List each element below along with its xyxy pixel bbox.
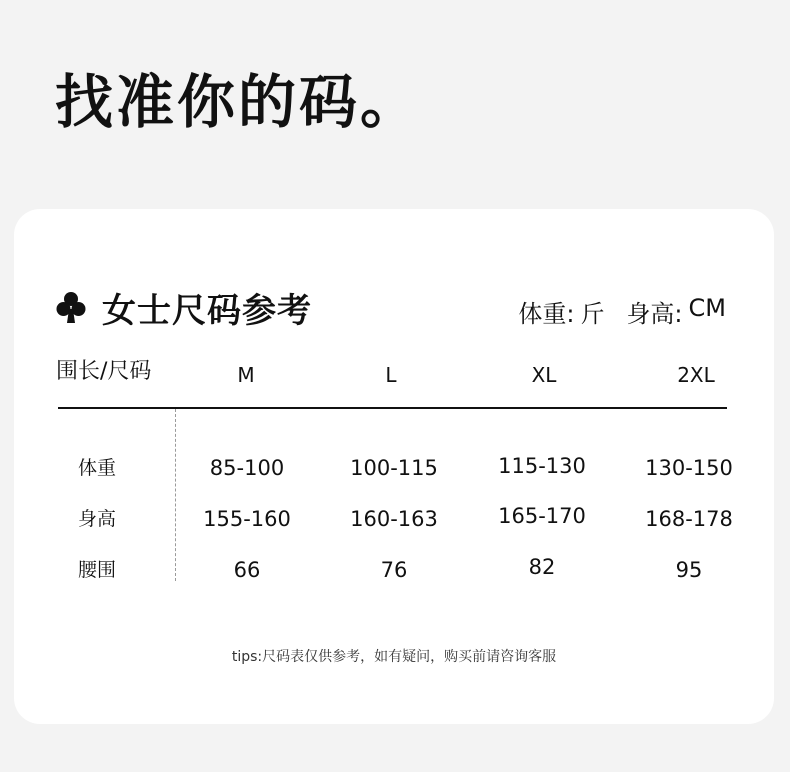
- table-cell: 100-115: [350, 456, 438, 480]
- size-header-xl: XL: [531, 363, 557, 387]
- club-icon: [56, 291, 86, 325]
- header-divider: [58, 407, 727, 409]
- row-label: 腰围: [78, 559, 117, 581]
- card-title-row: [56, 283, 312, 332]
- table-cell: 115-130: [498, 454, 586, 478]
- size-header-m: M: [237, 363, 255, 387]
- table-cell: 160-163: [350, 507, 438, 531]
- weight-unit: [518, 294, 604, 329]
- height-unit: [626, 294, 726, 329]
- height-unit-value: CM: [688, 294, 726, 322]
- table-cell: 168-178: [645, 507, 733, 531]
- table-cell: 155-160: [203, 507, 291, 531]
- weight-unit-label: 体重:: [518, 300, 575, 328]
- table-row-height: [14, 504, 774, 534]
- table-header-row: [56, 357, 736, 391]
- table-row-waist: [14, 555, 774, 585]
- table-header-label: 围长/尺码: [56, 359, 152, 384]
- table-cell: 66: [233, 558, 261, 582]
- table-row-weight: [14, 453, 774, 483]
- size-header-l: L: [385, 363, 397, 387]
- row-label: 身高: [78, 508, 117, 530]
- table-cell: 95: [675, 558, 703, 582]
- size-chart-card: [14, 209, 774, 724]
- page-heading: 找准你的码。: [55, 68, 422, 136]
- row-label: 体重: [78, 457, 117, 479]
- table-cell: 130-150: [645, 456, 733, 480]
- size-header-2xl: 2XL: [677, 363, 715, 387]
- card-title: 女士尺码参考: [102, 291, 312, 331]
- table-cell: 85-100: [209, 456, 285, 480]
- table-cell: 76: [380, 558, 408, 582]
- table-cell: 82: [528, 555, 556, 579]
- weight-unit-value: 斤: [580, 300, 605, 328]
- units-legend: [518, 294, 726, 329]
- height-unit-label: 身高:: [626, 300, 683, 328]
- table-cell: 165-170: [498, 504, 586, 528]
- tips-note: tips:尺码表仅供参考，如有疑问，购买前请咨询客服: [231, 649, 557, 665]
